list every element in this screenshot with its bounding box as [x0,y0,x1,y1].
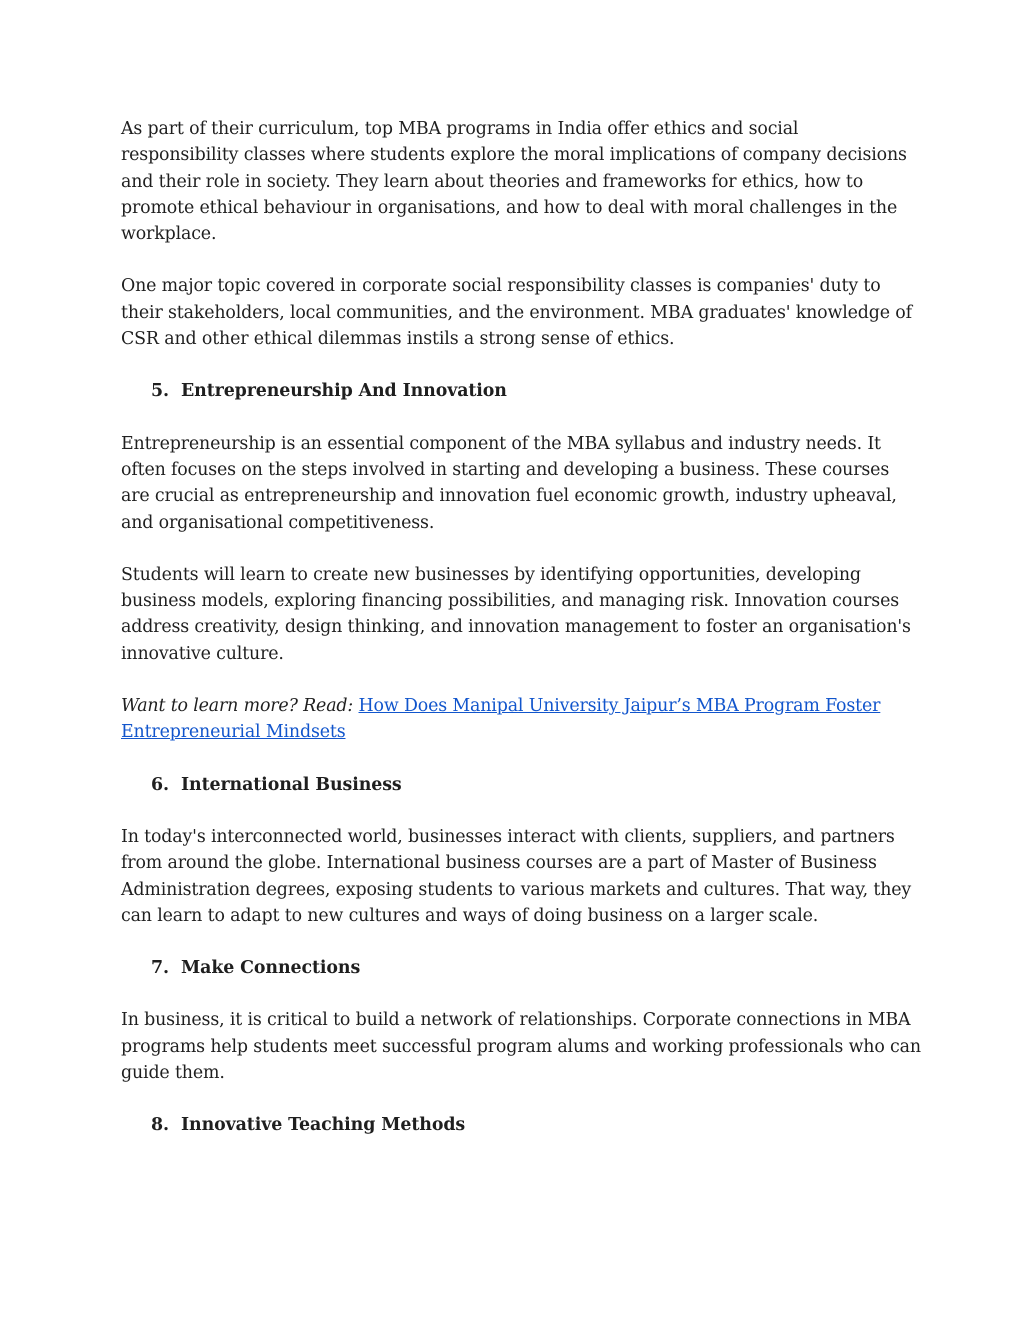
section-heading-innovative-teaching [121,1112,921,1138]
intro-paragraph-csr: One major topic covered in corporate social responsibility classes is companies' duty to their stakeholders, local communities, and the environment. MBA graduates' knowledge of CSR and other ethical dilemmas instils a strong sense of ethics. [121,276,912,350]
paragraph-international-business: In today's interconnected world, businesses interact with clients, suppliers, and partners from around the globe. International business courses are a part of Master of Business Administration degrees, exposing students to various markets and cultures. That way, they can learn to adapt to new cultures and ways of doing business on a larger scale. [121,826,912,926]
read-more-link[interactable]: How Does Manipal University Jaipur’s MBA Program Foster Entrepreneurial Mindsets [121,696,881,743]
intro-paragraph-ethics: As part of their curriculum, top MBA programs in India offer ethics and social responsibility classes where students explore the moral implications of company decisions and their role in society. They learn about theories and frameworks for ethics, how to promote ethical behaviour in organisations, and how to deal with moral challenges in the workplace. [121,119,907,245]
section-title: Make Connections [181,958,361,979]
paragraph-entrepreneurship-2: Students will learn to create new businesses by identifying opportunities, developing business models, exploring financing possibilities, and managing risk. Innovation courses address creativity, design thinking, and innovation management to foster an organisation's innovative culture. [121,564,911,664]
section-title: Entrepreneurship And Innovation [181,381,507,402]
paragraph-make-connections: In business, it is critical to build a network of relationships. Corporate connections in MBA programs help students meet successful program alums and working professionals who can guide them. [121,1010,921,1084]
section-heading-make-connections [121,955,921,981]
section-number: 5. [151,381,169,402]
section-heading-entrepreneurship [121,378,921,404]
section-number: 8. [151,1115,169,1136]
section-heading-international-business [121,772,921,798]
read-more-paragraph [121,693,921,746]
read-more-lead: Want to learn more? Read: [121,696,354,717]
section-title: International Business [181,774,402,795]
section-number: 7. [151,958,169,979]
section-title: Innovative Teaching Methods [181,1115,466,1136]
paragraph-entrepreneurship-1: Entrepreneurship is an essential component of the MBA syllabus and industry needs. It often focuses on the steps involved in starting and developing a business. These courses are crucial as entrepreneurship and innovation fuel economic growth, industry upheaval, and organisational competitiveness. [121,433,897,533]
document-page [121,116,921,1165]
section-number: 6. [151,774,169,795]
